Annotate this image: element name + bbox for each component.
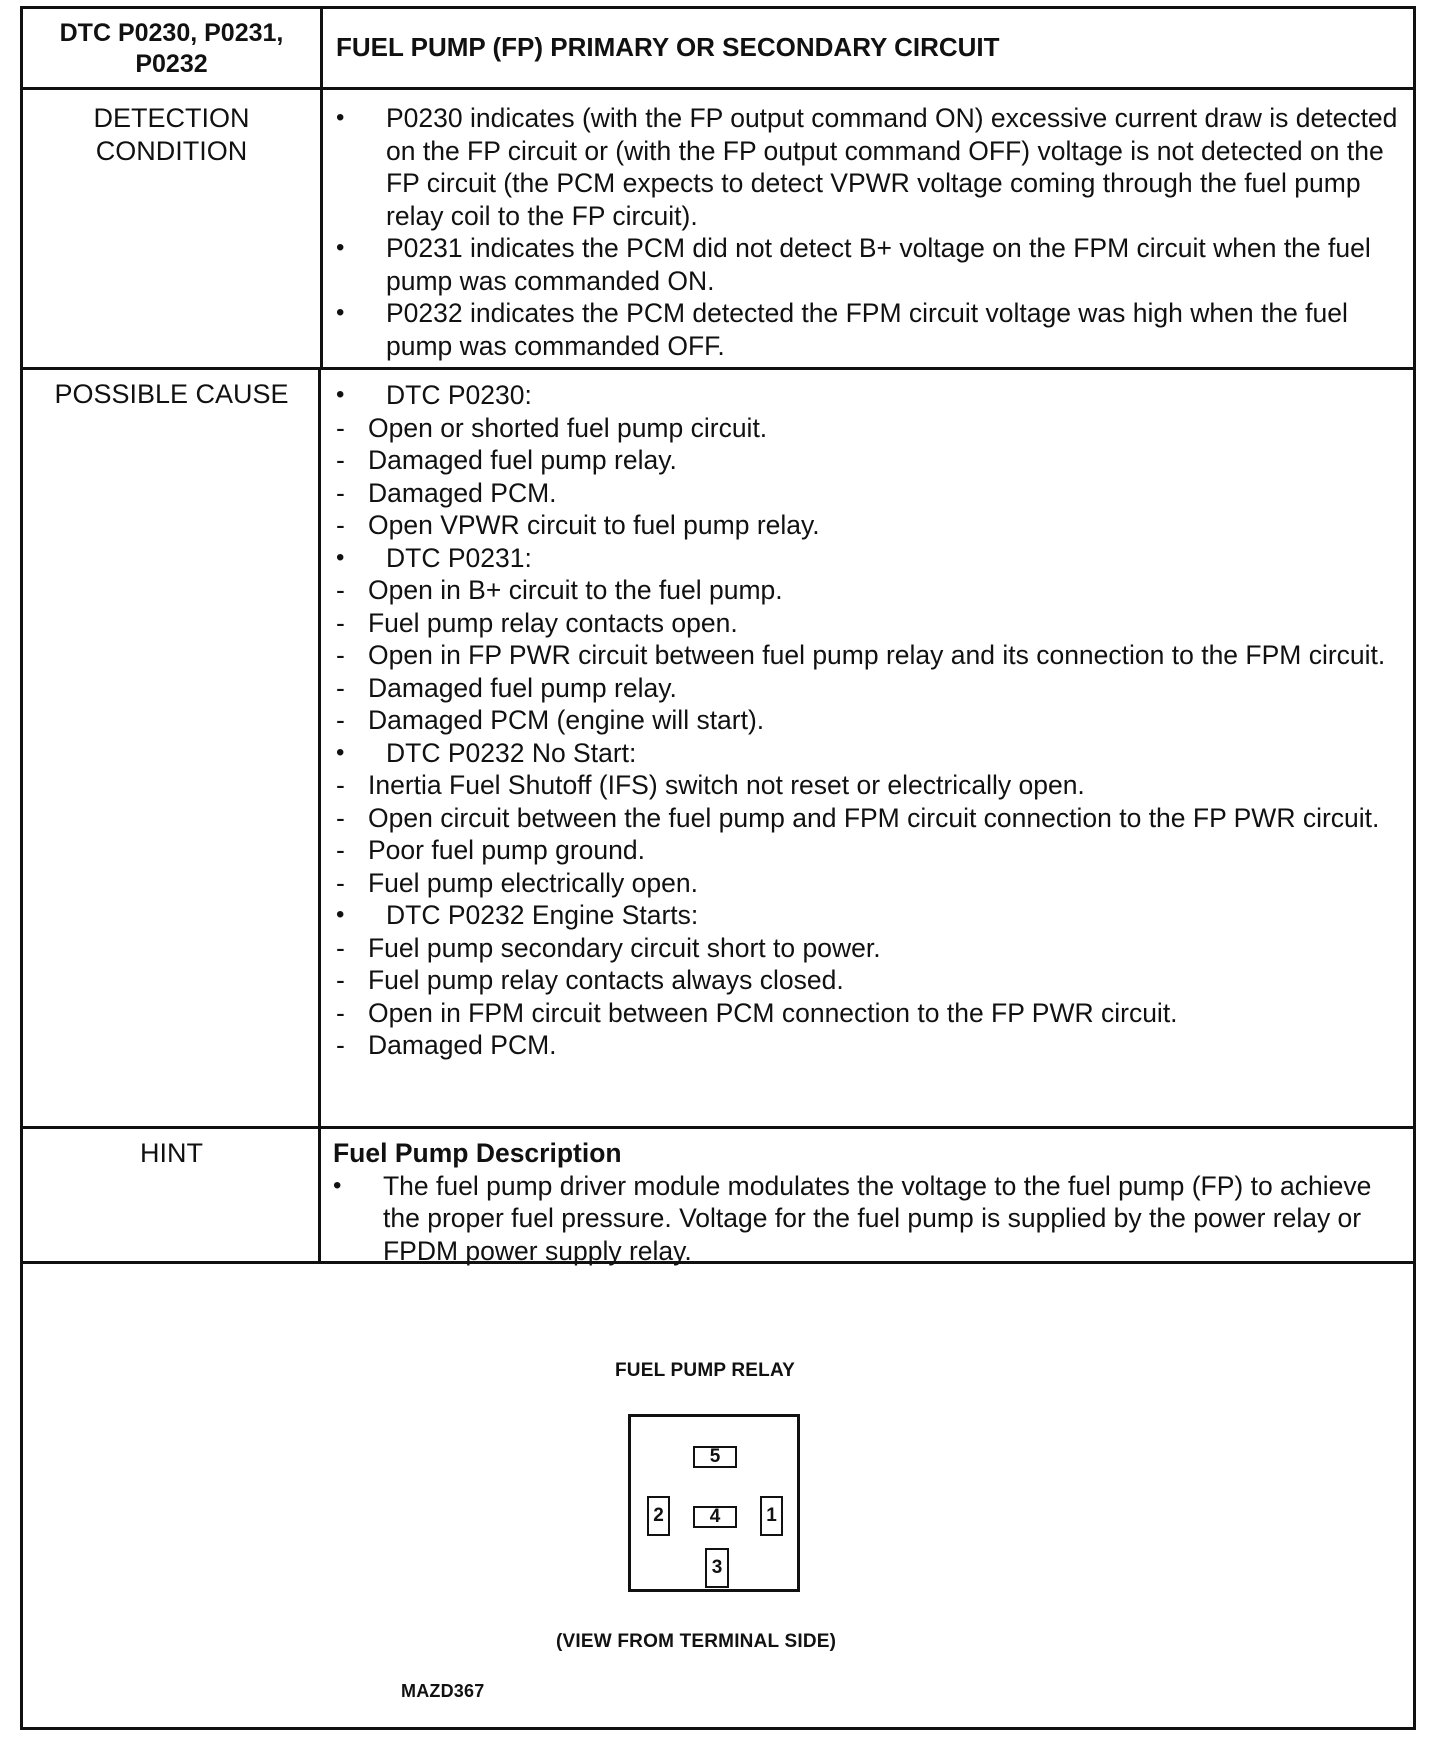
terminal-2: 2 <box>647 1496 670 1536</box>
dtc-codes: DTC P0230, P0231, P0232 <box>59 19 284 78</box>
cause-item: - Damaged fuel pump relay. <box>336 672 1405 705</box>
cause-item: - Poor fuel pump ground. <box>336 834 1405 867</box>
possible-cause-label: POSSIBLE CAUSE <box>54 379 289 409</box>
cause-item: - Open in B+ circuit to the fuel pump. <box>336 574 1405 607</box>
column-divider <box>320 90 323 367</box>
cause-group-title: • DTC P0232 No Start: <box>386 737 637 768</box>
figure-id: MAZD367 <box>401 1681 485 1701</box>
cause-item: - Inertia Fuel Shutoff (IFS) switch not reset or electrically open. <box>336 769 1405 802</box>
cause-item: - Damaged PCM. <box>336 1029 1405 1062</box>
cause-group <box>336 737 1405 900</box>
hint-item: • The fuel pump driver module modulates the voltage to the fuel pump (FP) to achieve the proper fuel pressure. Voltage for the fuel pump is supplied by the power relay or FPDM power supply relay. <box>333 1170 1405 1268</box>
terminal-5: 5 <box>693 1446 737 1468</box>
cause-group-title: • DTC P0232 Engine Starts: <box>386 900 699 930</box>
possible-cause-content <box>336 379 1405 1062</box>
hint-heading: Fuel Pump Description <box>333 1138 622 1168</box>
cause-item: - Damaged PCM. <box>336 477 1405 510</box>
fuel-pump-relay-connector <box>628 1414 800 1592</box>
header-row <box>23 9 1413 90</box>
diagram-title: FUEL PUMP RELAY <box>615 1360 796 1381</box>
cause-group-title: • DTC P0230: <box>386 380 532 410</box>
cause-item: - Damaged fuel pump relay. <box>336 444 1405 477</box>
detection-content <box>336 102 1405 362</box>
terminal-1: 1 <box>760 1496 783 1536</box>
cause-item: - Fuel pump secondary circuit short to power. <box>336 932 1405 965</box>
detection-item: • P0232 indicates the PCM detected the FPM circuit voltage was high when the fuel pump was commanded OFF. <box>336 297 1405 362</box>
cause-sublist <box>336 412 1405 542</box>
dtc-table <box>20 6 1416 1730</box>
column-divider <box>318 370 321 1126</box>
terminal-4: 4 <box>693 1506 737 1528</box>
hint-label: HINT <box>140 1138 203 1168</box>
hint-content <box>333 1137 1405 1267</box>
detection-row <box>23 90 1413 370</box>
cause-sublist <box>336 574 1405 737</box>
cause-item: - Damaged PCM (engine will start). <box>336 704 1405 737</box>
cause-item: - Open circuit between the fuel pump and FPM circuit connection to the FP PWR circuit. <box>336 802 1405 835</box>
cause-sublist <box>336 769 1405 899</box>
hint-row <box>23 1129 1413 1264</box>
detection-label: DETECTION CONDITION <box>93 103 250 166</box>
detection-item: • P0230 indicates (with the FP output command ON) excessive current draw is detected on the FP circuit or (with the FP output command OFF) voltage is not detected on the FP circuit (the PCM expects to detect VPWR voltage coming through the fuel pump relay coil to the FP circuit). <box>336 102 1405 232</box>
relay-diagram-area <box>23 1264 1413 1727</box>
cause-item: - Fuel pump electrically open. <box>336 867 1405 900</box>
possible-cause-row <box>23 370 1413 1129</box>
detection-item: • P0231 indicates the PCM did not detect B+ voltage on the FPM circuit when the fuel pump was commanded ON. <box>336 232 1405 297</box>
column-divider <box>320 9 323 87</box>
cause-item: - Open in FP PWR circuit between fuel pump relay and its connection to the FPM circuit. <box>336 639 1405 672</box>
cause-group-title: • DTC P0231: <box>386 542 532 573</box>
view-caption: (VIEW FROM TERMINAL SIDE) <box>556 1631 837 1652</box>
terminal-3: 3 <box>705 1548 729 1588</box>
cause-group <box>336 542 1405 737</box>
cause-item: - Fuel pump relay contacts open. <box>336 607 1405 640</box>
page-title: FUEL PUMP (FP) PRIMARY OR SECONDARY CIRCUIT <box>336 32 1000 62</box>
cause-list <box>336 379 1405 1062</box>
cause-group <box>336 379 1405 542</box>
hint-list <box>333 1170 1405 1268</box>
cause-sublist <box>336 932 1405 1062</box>
cause-item: - Open or shorted fuel pump circuit. <box>336 412 1405 445</box>
cause-item: - Fuel pump relay contacts always closed. <box>336 964 1405 997</box>
cause-item: - Open in FPM circuit between PCM connection to the FP PWR circuit. <box>336 997 1405 1030</box>
cause-group <box>336 899 1405 1062</box>
cause-item: - Open VPWR circuit to fuel pump relay. <box>336 509 1405 542</box>
detection-list <box>336 102 1405 362</box>
